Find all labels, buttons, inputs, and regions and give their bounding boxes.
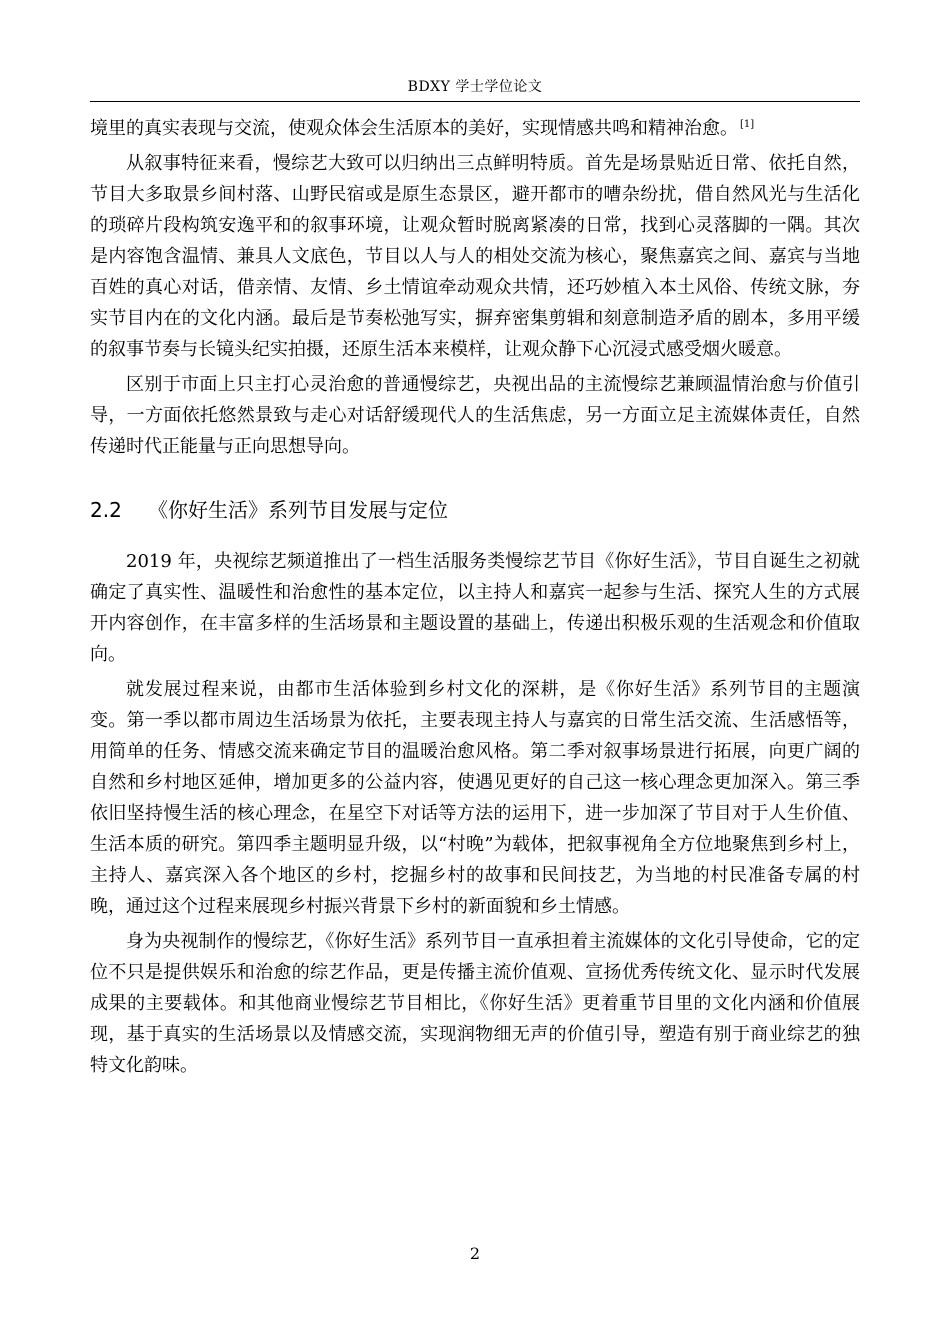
paragraph-narrative-features: 从叙事特征来看，慢综艺大致可以归纳出三点鲜明特质。首先是场景贴近日常、依托自然，节目大多取景乡间村落、山野民宿或是原生态景区，避开都市的嘈杂纷扰，借自然风光与生活化的琐碎片段构筑安逸平和的叙事环境，让观众暂时脱离紧凑的日常，找到心灵落脚的一隅。其次是内容饱含温情、兼具人文底色，节目以人与人的相处交流为核心，聚焦嘉宾之间、嘉宾与当地百姓的真心对话，借亲情、友情、乡土情谊牵动观众共情，还巧妙植入本土风俗、传统文脉，夯实节目内在的文化内涵。最后是节奏松弛写实，摒弃密集剪辑和刻意制造矛盾的剧本，多用平缓的叙事节奏与长镜头纪实拍摄，还原生活本来模样，让观众静下心沉浸式感受烟火暖意。 [90,153,860,360]
paragraph-program-intro: 2019 年，央视综艺频道推出了一档生活服务类慢综艺节目《你好生活》，节目自诞生之初就确定了真实性、温暖性和治愈性的基本定位，以主持人和嘉宾一起参与生活、探究人生的方式展开内容创作，在丰富多样的生活场景和主题设置的基础上，传递出积极乐观的生活观念和价值取向。 [90,551,860,665]
paragraph-continuation [90,113,860,144]
paragraph-development: 就发展过程来说，由都市生活体验到乡村文化的深耕，是《你好生活》系列节目的主题演变。第一季以都市周边生活场景为依托，主要表现主持人与嘉宾的日常生活交流、生活感悟等，用简单的任务、情感交流来确定节目的温暖治愈风格。第二季对叙事场景进行拓展，向更广阔的自然和乡村地区延伸，增加更多的公益内容，使遇见更好的自己这一核心理念更加深入。第三季依旧坚持慢生活的核心理念，在星空下对话等方法的运用下，进一步加深了节目对于人生价值、生活本质的研究。第四季主题明显升级，以“村晚”为载体，把叙事视角全方位地聚焦到乡村上，主持人、嘉宾深入各个地区的乡村，挖掘乡村的故事和民间技艺，为当地的村民准备专属的村晚，通过这个过程来展现乡村振兴背景下乡村的新面貌和乡土情感。 [90,679,860,917]
header-rule [90,101,860,102]
body-text [90,113,860,1081]
paragraph-positioning: 身为央视制作的慢综艺，《你好生活》系列节目一直承担着主流媒体的文化引导使命，它的定位不只是提供娱乐和治愈的综艺作品，更是传播主流价值观、宣扬优秀传统文化、显示时代发展成果的主要载体。和其他商业慢综艺节目相比，《你好生活》更着重节目里的文化内涵和价值展现，基于真实的生活场景以及情感交流，实现润物细无声的价值引导，塑造有别于商业综艺的独特文化韵味。 [90,931,860,1076]
paragraph-cctv-distinction: 区别于市面上只主打心灵治愈的普通慢综艺，央视出品的主流慢综艺兼顾温情治愈与价值引导，一方面依托悠然景致与走心对话舒缓现代人的生活焦虑，另一方面立足主流媒体责任，自然传递时代正能量与正向思想导向。 [90,374,860,457]
section-title: 《你好生活》系列节目发展与定位 [148,498,448,522]
section-heading [90,496,860,524]
section-number: 2.2 [90,498,122,522]
paragraph-text: 境里的真实表现与交流，使观众体会生活原本的美好，实现情感共鸣和精神治愈。 [90,118,738,139]
page-number: 2 [469,1244,481,1263]
running-header: BDXY 学士学位论文 [407,79,543,95]
citation-marker: [1] [740,119,755,130]
